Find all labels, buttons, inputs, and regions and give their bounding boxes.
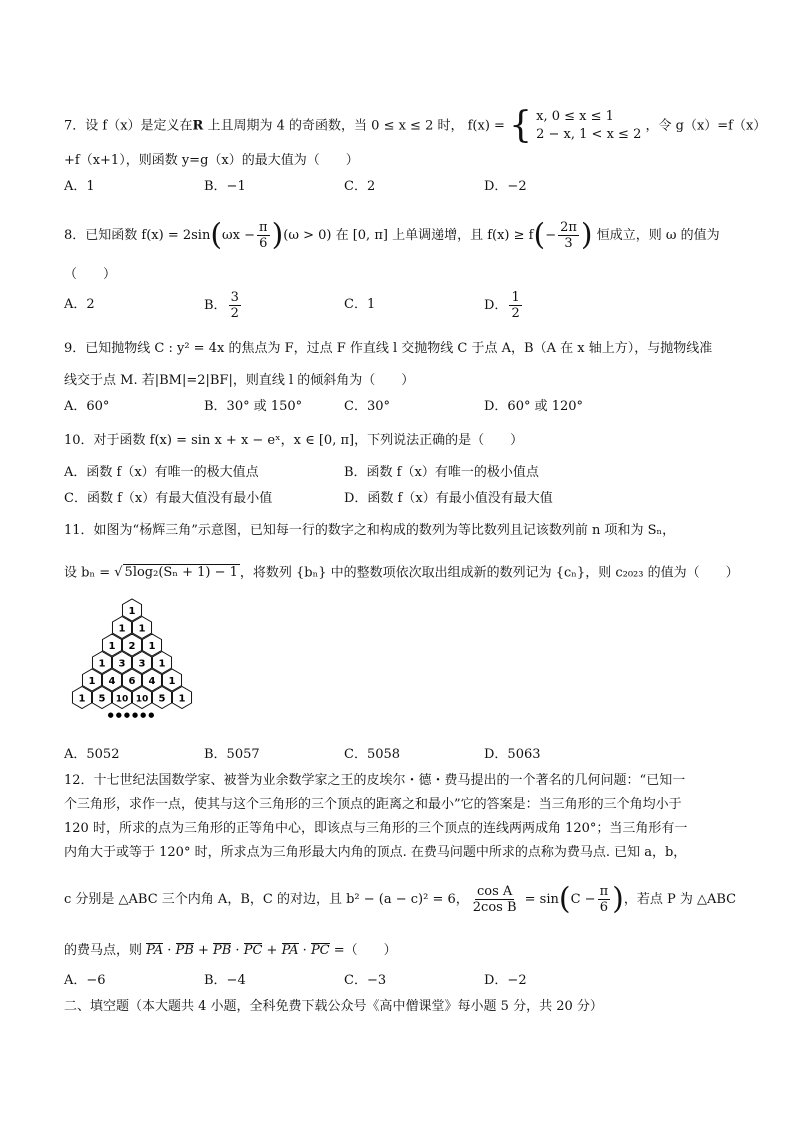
q8-option-b: B． $\frac{3}{2}$ xyxy=(204,290,239,321)
q11-option-c: C．5058 xyxy=(344,747,401,762)
triangle-cell-value: 3 xyxy=(118,658,126,670)
triangle-cell-value: 1 xyxy=(168,676,176,687)
pi-over-6: $\frac{\pi}{6}$ xyxy=(259,220,268,251)
q7-stem-line2: +f（x+1），则函数 y=g（x）的最大值为（ ） xyxy=(64,153,359,168)
piecewise-cases xyxy=(536,108,641,144)
q8-option-c: C．1 xyxy=(344,297,376,312)
vector-PB: PB xyxy=(212,943,232,958)
triangle-continuation-dots: ●●●●●● xyxy=(107,711,157,719)
q12-option-b: B．−4 xyxy=(204,973,246,988)
triangle-cell-value: 1 xyxy=(118,623,126,635)
cosA-over-2cosB: $\frac{\text{cos A}}{\text{2cos B}}$ xyxy=(472,884,517,915)
q7-option-a: A．1 xyxy=(64,179,95,194)
triangle-cell-value: 1 xyxy=(148,641,156,652)
triangle-cell-value: 5 xyxy=(98,693,106,705)
triangle-cell-value: 1 xyxy=(158,658,166,670)
q10-option-c: C．函数 f（x）有最大值没有最小值 xyxy=(64,491,273,506)
triangle-cell-value: 10 xyxy=(115,694,129,705)
vector-PA: PA xyxy=(146,943,164,958)
triangle-cell-value: 1 xyxy=(108,641,116,652)
q9-option-c: C．30° xyxy=(344,399,390,414)
triangle-cell-value: 4 xyxy=(148,676,156,687)
triangle-cell-value: 1 xyxy=(78,693,86,705)
q9-stem-line1: 9．已知抛物线 C : y² = 4x 的焦点为 F，过点 F 作直线 l 交抛物线 C 于点 A，B（A 在 x 轴上方），与抛物线准 xyxy=(64,341,713,356)
q12-stem-line3: 120 时，所求的点为三角形的正等角中心，即该点与三角形的三个顶点的连线两两成角 120°；当三角形有一 xyxy=(64,821,688,836)
q7-stem-line1: 7．设 f（x）是定义在R 上且周期为 4 的奇函数，当 0 ≤ x ≤ 2 时， f(x) = { x, 0 ≤ x ≤ 1 2 − x, 1 < x ≤ 2 ，令 g（x）=f（x） xyxy=(64,105,767,146)
triangle-cell-value: 1 xyxy=(88,676,96,687)
triangle-cell-value: 1 xyxy=(138,623,146,635)
left-brace: { xyxy=(509,105,532,146)
q11-stem-line2: 设 bₙ = √ 5log₂(Sₙ + 1) − 1 ，将数列 {bₙ} 中的整数项依次取出组成新的数列记为 {cₙ}，则 c₂₀₂₃ 的值为（ ） xyxy=(64,565,739,581)
q12-stem-line1: 12．十七世纪法国数学家、被誉为业余数学家之王的皮埃尔・德・费马提出的一个著名的几何问题：“已知一 xyxy=(64,773,686,788)
q10-option-a: A．函数 f（x）有唯一的极大值点 xyxy=(64,465,259,480)
q12-stem-line6: 的费马点，则 PA · PB + PB · PC + PA · PC =（ ） xyxy=(64,943,397,958)
triangle-cell-value: 10 xyxy=(135,694,149,705)
q7-option-b: B．−1 xyxy=(204,179,246,194)
vector-PA: PA xyxy=(281,943,299,958)
q7-option-d: D．−2 xyxy=(484,179,527,194)
triangle-cell-value: 1 xyxy=(98,658,106,670)
q9-option-a: A．60° xyxy=(64,399,110,414)
triangle-cell-value: 4 xyxy=(108,676,116,687)
triangle-cell-value: 6 xyxy=(128,676,136,687)
sqrt-expression: √ 5log₂(Sₙ + 1) − 1 xyxy=(114,565,238,580)
q9-option-b: B．30° 或 150° xyxy=(204,399,303,414)
q9-stem-line2: 线交于点 M. 若|BM|=2|BF|，则直线 l 的倾斜角为（ ） xyxy=(64,373,415,388)
q12-option-a: A．−6 xyxy=(64,973,106,988)
triangle-cell-value: 5 xyxy=(158,693,166,705)
q12-stem-line5: c 分别是 △ABC 三个内角 A，B，C 的对边，且 b² − (a − c)² = 6， $\frac{\text{cos A}}{\text{2cos B}}$ = sin(C − $\frac{\pi}{6}$ )，若点 P 为 △ABC xyxy=(64,881,737,917)
vector-PC: PC xyxy=(310,943,330,958)
piecewise-label: f(x) = xyxy=(467,118,505,134)
q12-stem-line4: 内角大于或等于 120° 时，所求点为三角形最大内角的顶点. 在费马问题中所求的点称为费马点. 已知 a，b， xyxy=(64,845,687,860)
vector-PB: PB xyxy=(175,943,194,958)
section-2-heading: 二、填空题（本大题共 4 小题，全科免费下载公众号《高中僧课堂》每小题 5 分，共 20 分） xyxy=(64,999,603,1014)
pi-over-6: $\frac{\pi}{6}$ xyxy=(599,884,609,915)
q11-option-b: B．5057 xyxy=(204,747,260,762)
q11-option-a: A．5052 xyxy=(64,747,120,762)
q10-option-b: B．函数 f（x）有唯一的极小值点 xyxy=(344,465,539,480)
q7-option-c: C．2 xyxy=(344,179,376,194)
triangle-cell-value: 1 xyxy=(128,606,136,617)
q8-option-a: A．2 xyxy=(64,297,95,312)
triangle-cell-value: 3 xyxy=(138,658,146,670)
q10-option-d: D．函数 f（x）有最小值没有最大值 xyxy=(344,491,553,506)
q11-option-d: D．5063 xyxy=(484,747,541,762)
yang-hui-triangle-figure xyxy=(60,598,210,726)
q8-stem-line2: （ ） xyxy=(64,267,117,282)
q8-stem-line1: 8．已知函数 f(x) = 2sin(ωx − $\frac{\pi}{6}$ )(ω > 0) 在 [0, π] 上单调递增，且 f(x) ≥ f(− $\frac{2\pi}{3}$ ) 恒成立，则 ω 的值为 xyxy=(64,217,720,253)
case-1: x, 0 ≤ x ≤ 1 xyxy=(536,109,614,124)
two-pi-over-3: $\frac{2\pi}{3}$ xyxy=(560,220,577,251)
vector-PC: PC xyxy=(243,943,263,958)
q12-option-d: D．−2 xyxy=(484,973,527,988)
q11-stem-line1: 11．如图为“杨辉三角”示意图，已知每一行的数字之和构成的数列为等比数列且记该数列前 n 项和为 Sₙ， xyxy=(64,523,676,538)
q8-option-d: D． $\frac{1}{2}$ xyxy=(484,290,520,321)
q10-stem: 10．对于函数 f(x) = sin x + x − eˣ，x ∈ [0, π]，下列说法正确的是（ ） xyxy=(64,433,524,448)
triangle-cell-value: 1 xyxy=(178,693,186,705)
q12-stem-line2: 个三角形，求作一点，使其与这个三角形的三个顶点的距离之和最小”它的答案是：当三角形的三个角均小于 xyxy=(64,797,682,812)
real-numbers-symbol: R xyxy=(192,118,204,134)
triangle-cell-value: 2 xyxy=(128,641,136,652)
case-2: 2 − x, 1 < x ≤ 2 xyxy=(536,127,642,142)
q12-option-c: C．−3 xyxy=(344,973,387,988)
q9-option-d: D．60° 或 120° xyxy=(484,399,584,414)
